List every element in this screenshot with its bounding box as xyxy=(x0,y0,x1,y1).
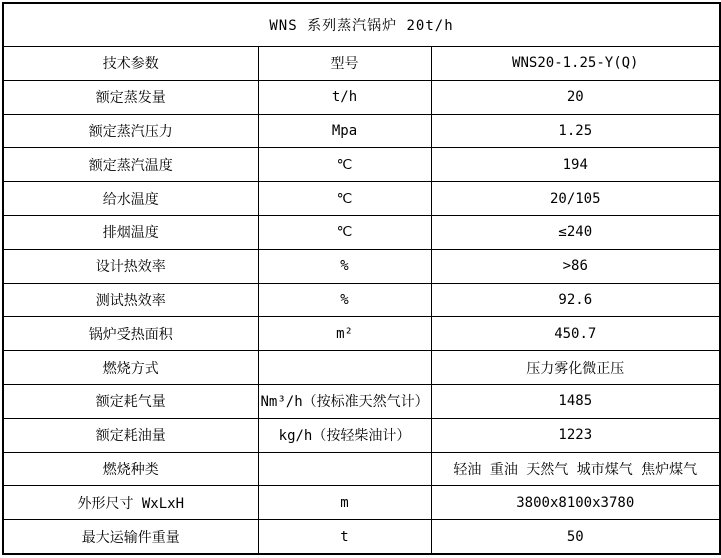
unit-cell: ℃ xyxy=(258,148,431,182)
unit-cell xyxy=(258,452,431,486)
value-cell: 50 xyxy=(431,520,720,554)
header-model-value: WNS20-1.25-Y(Q) xyxy=(431,47,720,81)
value-cell: 450.7 xyxy=(431,317,720,351)
param-cell: 燃烧种类 xyxy=(3,452,258,486)
value-cell: >86 xyxy=(431,249,720,283)
param-cell: 设计热效率 xyxy=(3,249,258,283)
value-cell: 92.6 xyxy=(431,283,720,317)
table-row xyxy=(3,114,720,148)
unit-cell: t/h xyxy=(258,80,431,114)
param-cell: 额定耗气量 xyxy=(3,384,258,418)
unit-cell: Nm³/h（按标准天然气计） xyxy=(258,384,431,418)
table-row xyxy=(3,216,720,250)
table-row xyxy=(3,384,720,418)
value-cell: 20 xyxy=(431,80,720,114)
unit-cell: ℃ xyxy=(258,216,431,250)
param-cell: 额定蒸发量 xyxy=(3,80,258,114)
param-cell: 额定耗油量 xyxy=(3,418,258,452)
value-cell: 1223 xyxy=(431,418,720,452)
value-cell: 压力雾化微正压 xyxy=(431,351,720,385)
table-row xyxy=(3,520,720,554)
title-row xyxy=(3,3,720,47)
param-cell: 额定蒸汽温度 xyxy=(3,148,258,182)
value-cell: ≤240 xyxy=(431,216,720,250)
unit-cell: t xyxy=(258,520,431,554)
unit-cell: kg/h（按轻柴油计） xyxy=(258,418,431,452)
unit-cell: Mpa xyxy=(258,114,431,148)
spec-table xyxy=(2,2,721,555)
table-title: WNS 系列蒸汽锅炉 20t/h xyxy=(3,3,720,47)
unit-cell: % xyxy=(258,283,431,317)
unit-cell: m² xyxy=(258,317,431,351)
table-row xyxy=(3,182,720,216)
param-cell: 最大运输件重量 xyxy=(3,520,258,554)
table-row xyxy=(3,317,720,351)
table-row xyxy=(3,249,720,283)
header-row xyxy=(3,47,720,81)
unit-cell: % xyxy=(258,249,431,283)
value-cell: 1.25 xyxy=(431,114,720,148)
param-cell: 排烟温度 xyxy=(3,216,258,250)
param-cell: 燃烧方式 xyxy=(3,351,258,385)
value-cell: 3800x8100x3780 xyxy=(431,486,720,520)
value-cell: 1485 xyxy=(431,384,720,418)
unit-cell: ℃ xyxy=(258,182,431,216)
header-param-label: 技术参数 xyxy=(3,47,258,81)
unit-cell: m xyxy=(258,486,431,520)
table-row xyxy=(3,452,720,486)
table-row xyxy=(3,80,720,114)
table-row xyxy=(3,486,720,520)
param-cell: 额定蒸汽压力 xyxy=(3,114,258,148)
param-cell: 给水温度 xyxy=(3,182,258,216)
header-model-label: 型号 xyxy=(258,47,431,81)
value-cell: 轻油 重油 天然气 城市煤气 焦炉煤气 xyxy=(431,452,720,486)
param-cell: 测试热效率 xyxy=(3,283,258,317)
value-cell: 194 xyxy=(431,148,720,182)
table-row xyxy=(3,351,720,385)
table-row xyxy=(3,283,720,317)
unit-cell xyxy=(258,351,431,385)
param-cell: 锅炉受热面积 xyxy=(3,317,258,351)
table-row xyxy=(3,418,720,452)
table-row xyxy=(3,148,720,182)
value-cell: 20/105 xyxy=(431,182,720,216)
param-cell: 外形尺寸 WxLxH xyxy=(3,486,258,520)
